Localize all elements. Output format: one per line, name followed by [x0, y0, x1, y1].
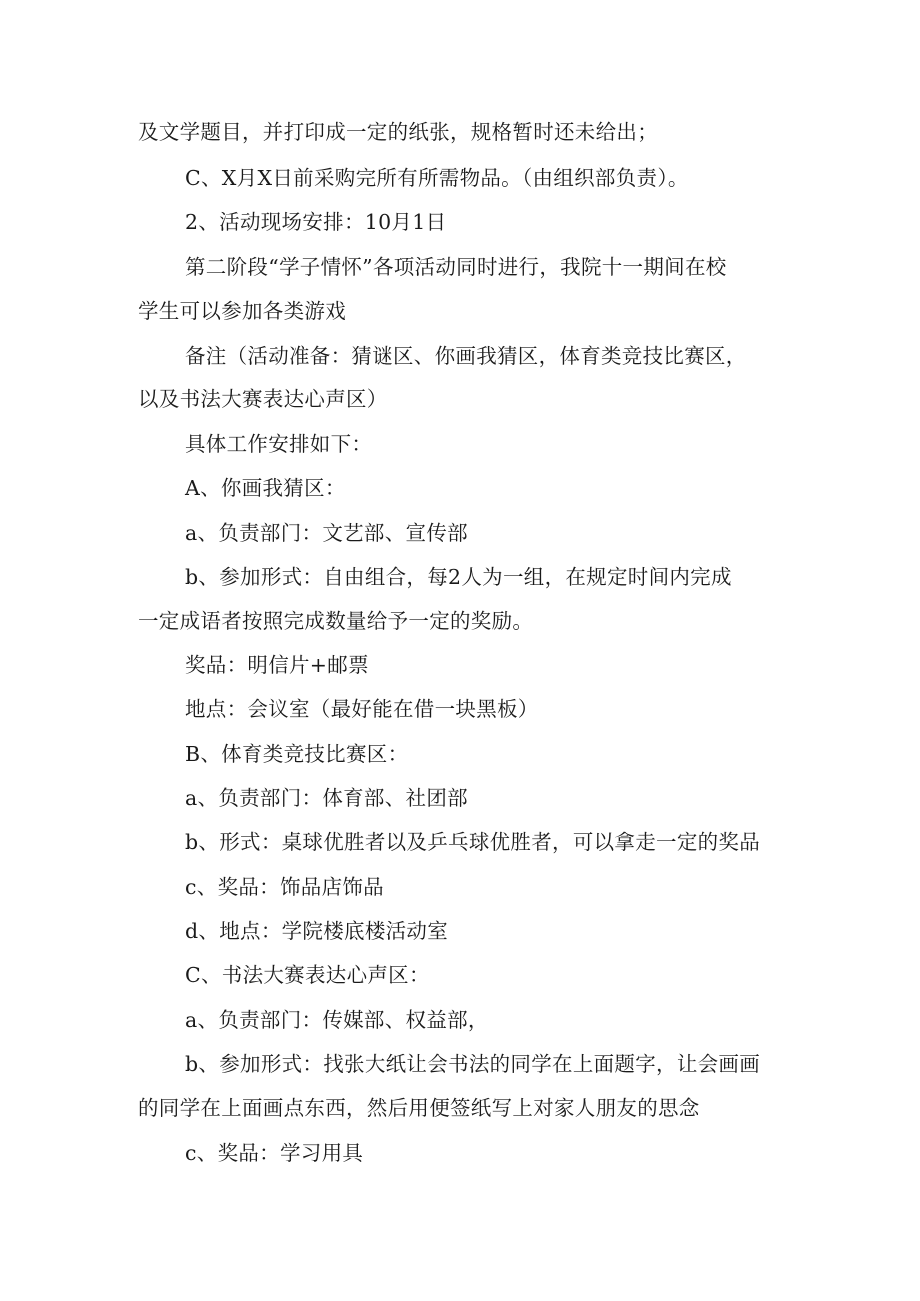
text-line-15: B、体育类竞技比赛区：: [185, 742, 409, 766]
text-line-19: d、地点：学院楼底楼活动室: [185, 919, 449, 943]
text-line-5: 学生可以参加各类游戏: [138, 299, 346, 323]
text-line-18: c、奖品：饰品店饰品: [185, 875, 384, 899]
text-line-24: c、奖品：学习用具: [185, 1141, 364, 1165]
text-line-16: a、负责部门：体育部、社团部: [185, 786, 468, 810]
text-line-11: b、参加形式：自由组合，每2人为一组，在规定时间内完成: [185, 565, 732, 589]
text-line-17: b、形式：桌球优胜者以及乒乓球优胜者，可以拿走一定的奖品: [185, 830, 761, 854]
text-line-4: 第二阶段“学子情怀”各项活动同时进行，我院十一期间在校: [185, 255, 727, 279]
text-line-14: 地点：会议室（最好能在借一块黑板）: [185, 697, 539, 721]
text-line-9: A、你画我猜区：: [185, 476, 346, 500]
text-line-22: b、参加形式：找张大纸让会书法的同学在上面题字，让会画画: [185, 1052, 761, 1076]
text-line-3: 2、活动现场安排：10月1日: [185, 210, 447, 234]
text-line-12: 一定成语者按照完成数量给予一定的奖励。: [138, 609, 534, 633]
text-line-7: 以及书法大赛表达心声区）: [138, 387, 388, 411]
text-line-2: C、X月X日前采购完所有所需物品。（由组织部负责）。: [185, 166, 689, 190]
text-line-23: 的同学在上面画点东西，然后用便签纸写上对家人朋友的思念: [138, 1096, 700, 1120]
text-line-8: 具体工作安排如下：: [185, 432, 373, 456]
text-line-1: 及文学题目，并打印成一定的纸张，规格暂时还未给出；: [138, 120, 658, 144]
text-line-21: a、负责部门：传媒部、权益部，: [185, 1008, 489, 1032]
text-line-20: C、书法大赛表达心声区：: [185, 963, 430, 987]
text-line-13: 奖品：明信片+邮票: [185, 653, 369, 677]
text-line-10: a、负责部门：文艺部、宣传部: [185, 521, 468, 545]
text-line-6: 备注（活动准备：猜谜区、你画我猜区，体育类竞技比赛区，: [185, 344, 747, 368]
